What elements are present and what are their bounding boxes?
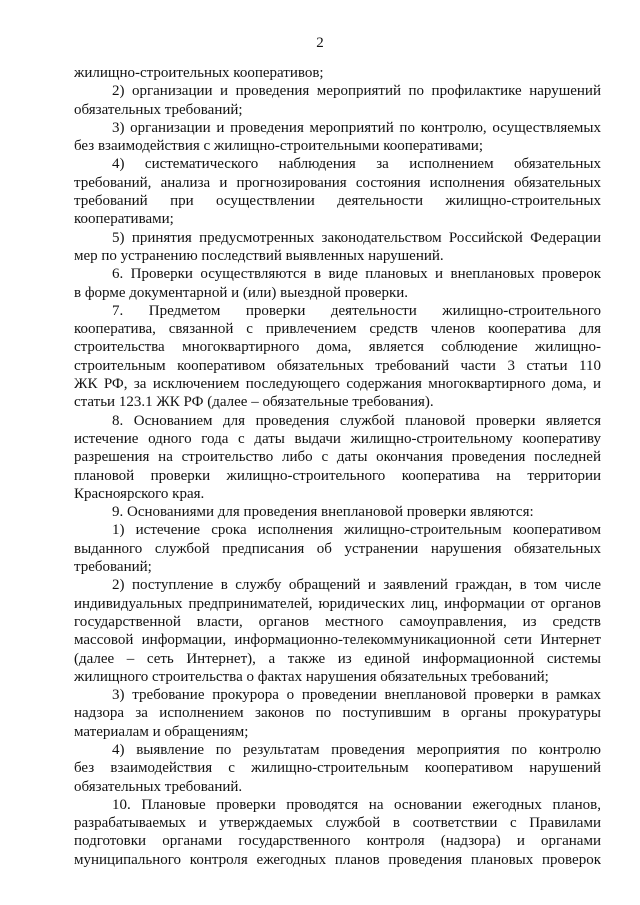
text-line: строительства многоквартирного дома, является соблюдение жилищно- (74, 339, 601, 356)
text-line: массовой информации, информационно-телекоммуникационной сети Интернет (74, 632, 601, 649)
text-line: 10. Плановые проверки проводятся на основании ежегодных планов, (112, 796, 601, 813)
text-line: мер по устранению последствий выявленных нарушений. (74, 247, 444, 264)
text-line: подготовки органами государственного контроля (надзора) и органами (74, 833, 601, 850)
text-line: обязательных требований. (74, 778, 243, 795)
text-line: кооператива, связанной с привлечением средств членов кооператива для (74, 321, 601, 338)
page-number: 2 (316, 35, 324, 51)
text-line: ЖК РФ, за исключением последующего содержания многоквартирного дома, и (74, 376, 601, 393)
text-line: разрешения на строительство либо с даты окончания проведения последней (74, 449, 601, 466)
text-line: Красноярского края. (74, 485, 205, 502)
text-line: истечение одного года с даты выдачи жилищно-строительному кооперативу (74, 430, 601, 447)
text-line: без взаимодействия с жилищно-строительными кооперативами; (74, 138, 484, 155)
text-line: индивидуальных предпринимателей, юридических лиц, информации от органов (74, 595, 601, 612)
text-line: кооперативами; (74, 211, 174, 228)
text-line: 4) выявление по результатам проведения мероприятия по контролю (112, 741, 601, 758)
text-line: жилищного строительства о фактах нарушения обязательных требований; (74, 668, 549, 685)
text-line: (далее – сеть Интернет), а также из единой информационной системы (74, 650, 601, 667)
text-line: надзора за исполнением законов по поступившим в органы прокуратуры (74, 705, 601, 722)
text-line: 1) истечение срока исполнения жилищно-строительным кооперативом (112, 522, 601, 539)
text-line: обязательных требований; (74, 101, 243, 118)
text-line: требований при осуществлении деятельности жилищно-строительных (74, 193, 601, 210)
text-line: без взаимодействия с жилищно-строительным кооперативом нарушений (74, 760, 601, 777)
text-line: 6. Проверки осуществляются в виде плановых и внеплановых проверок (112, 266, 601, 283)
text-line: требований; (74, 559, 152, 576)
text-line: 9. Основаниями для проведения внеплановой проверки являются: (112, 504, 534, 521)
text-line: плановой проверки жилищно-строительного кооператива на территории (74, 467, 601, 484)
text-line: муниципального контроля ежегодных планов проведения плановых проверок (74, 851, 601, 868)
text-line: в форме документарной и (или) выездной проверки. (74, 284, 409, 301)
text-line: 2) организации и проведения мероприятий по профилактике нарушений (112, 83, 601, 100)
text-line: 7. Предметом проверки деятельности жилищно-строительного (112, 302, 601, 319)
text-line: 8. Основанием для проведения службой плановой проверки является (112, 412, 601, 429)
text-line: статьи 123.1 ЖК РФ (далее – обязательные требования). (74, 394, 434, 411)
text-line: 4) систематического наблюдения за исполнением обязательных (112, 156, 601, 173)
text-line: разрабатываемых и утверждаемых службой в соответствии с Правилами (74, 815, 601, 832)
text-line: 3) организации и проведения мероприятий по контролю, осуществляемых (112, 119, 601, 136)
text-line: государственной власти, органов местного самоуправления, из средств (74, 613, 601, 630)
text-line: требований, анализа и прогнозирования состояния исполнения обязательных (74, 174, 601, 191)
text-line: материалам и обращениям; (74, 723, 249, 740)
document-body (74, 64, 601, 869)
text-line: 5) принятия предусмотренных законодательством Российской Федерации (112, 229, 601, 246)
text-line: 3) требование прокурора о проведении внеплановой проверки в рамках (112, 687, 601, 704)
text-line: строительным кооперативом обязательных требований части 3 статьи 110 (74, 357, 601, 374)
text-line: 2) поступление в службу обращений и заявлений граждан, в том числе (112, 577, 601, 594)
text-line: выданного службой предписания об устранении нарушения обязательных (74, 540, 601, 557)
text-line: жилищно-строительных кооперативов; (74, 65, 324, 81)
